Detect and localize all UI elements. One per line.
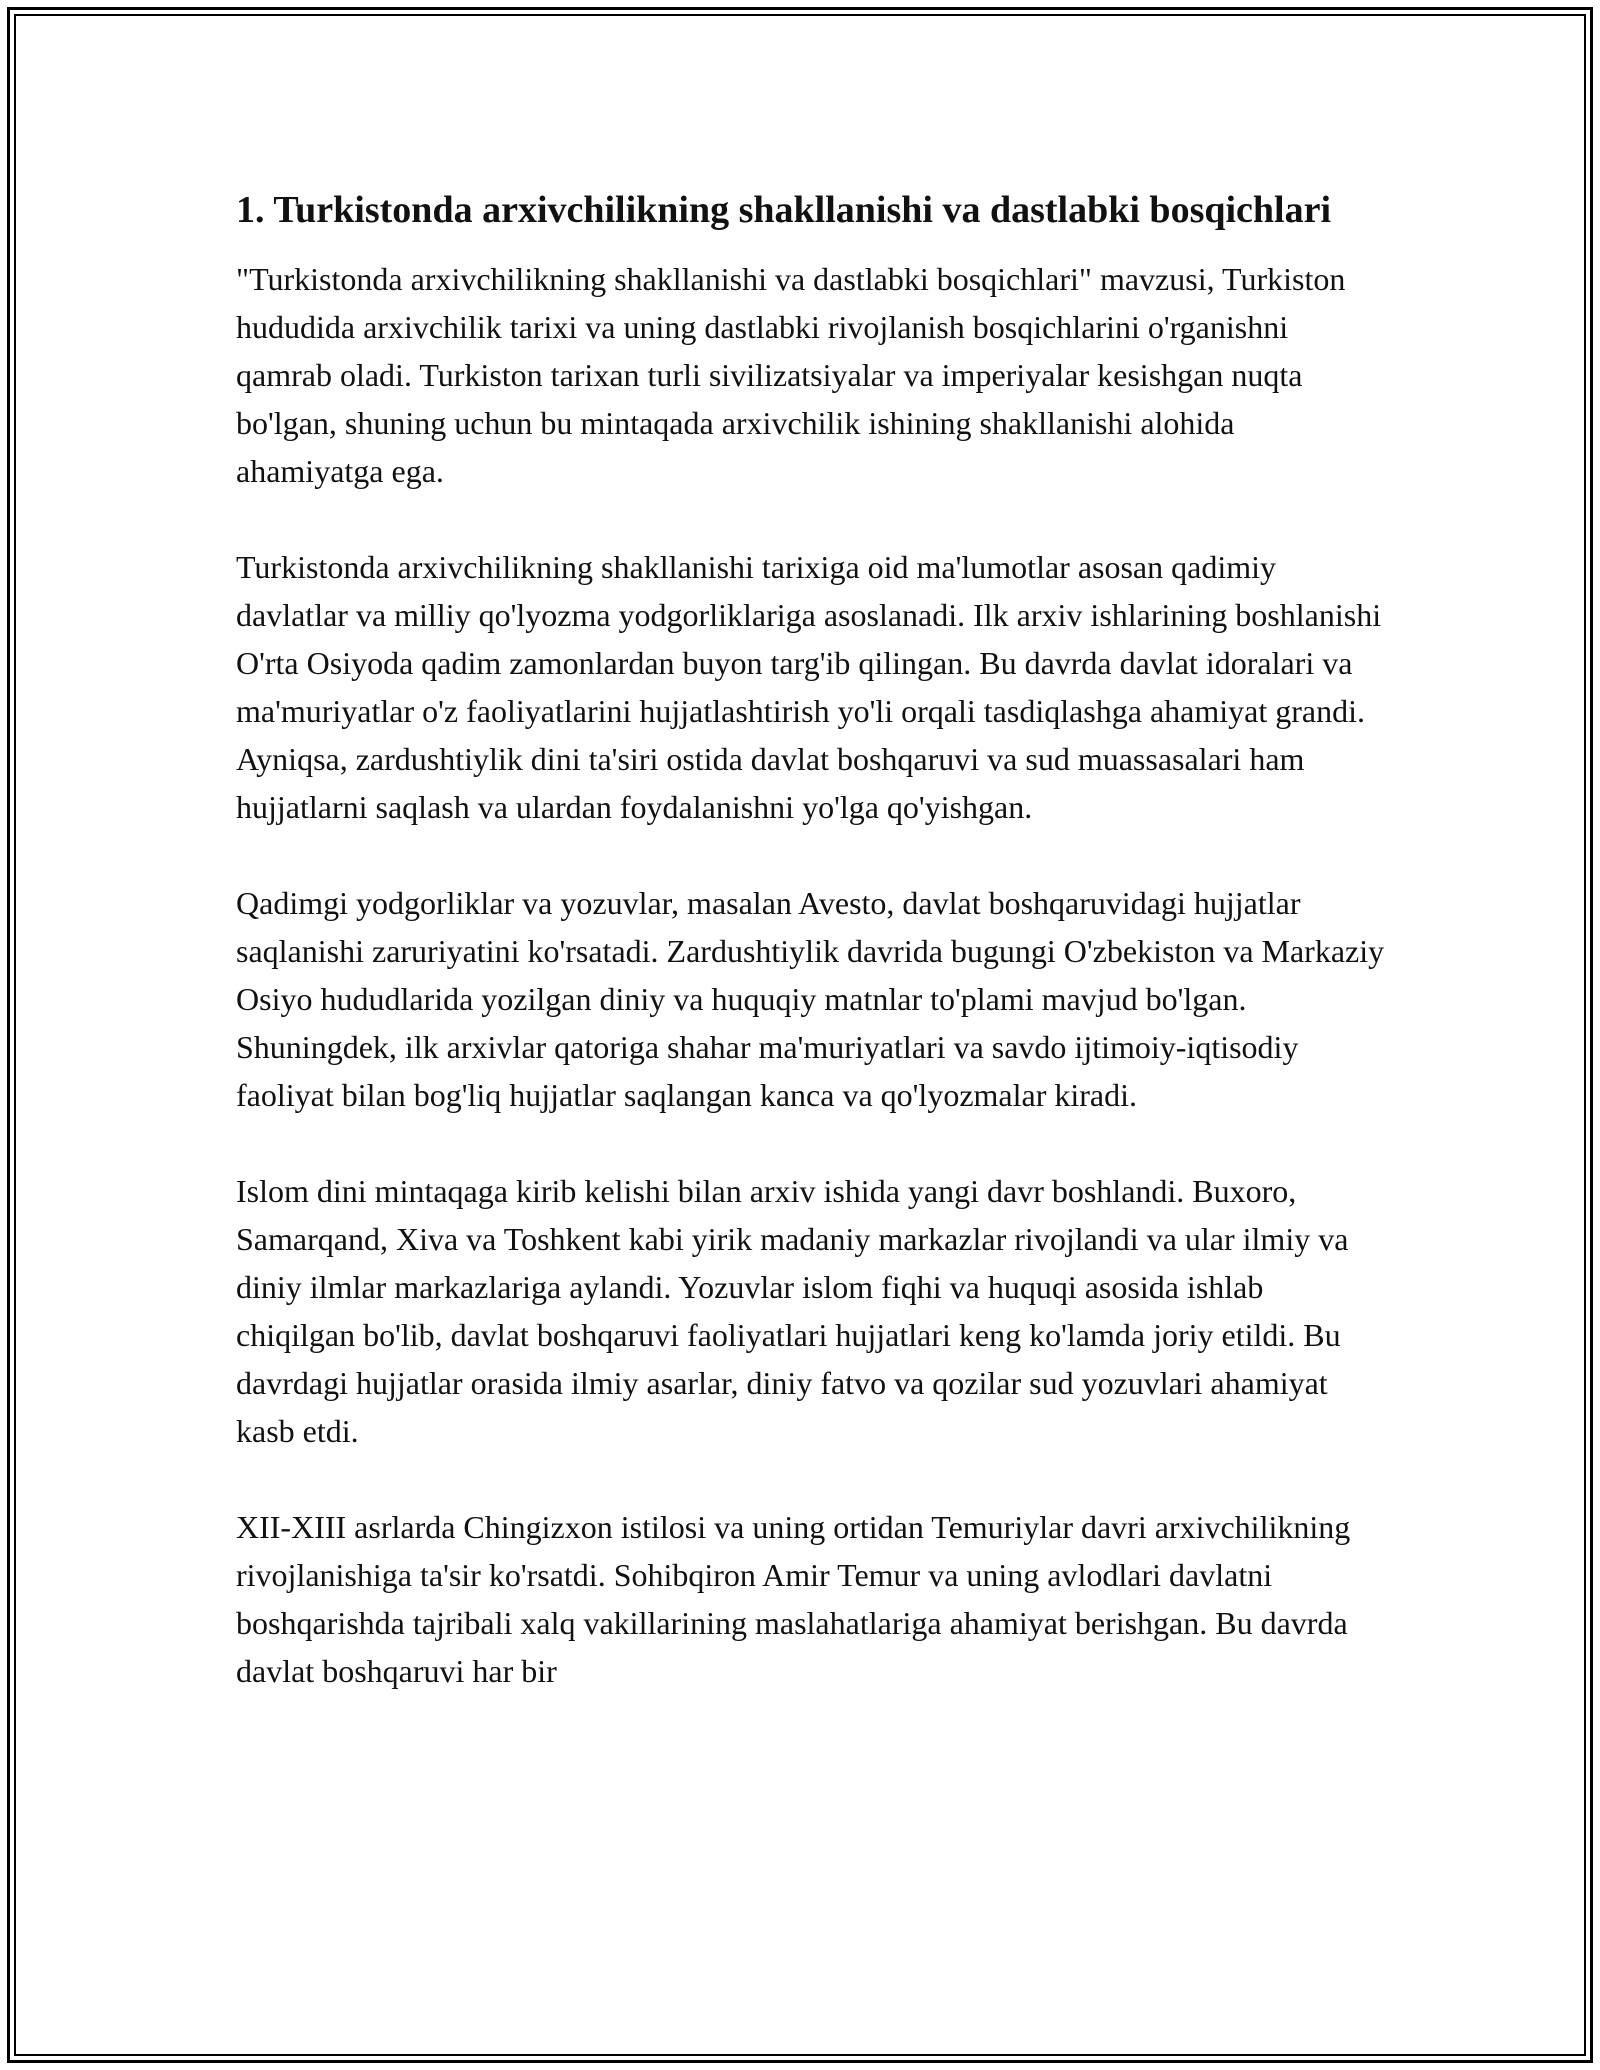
paragraph-2: Turkistonda arxivchilikning shakllanishi tarixiga oid ma'lumotlar asosan qadimiy davlatlar va milliy qo'lyozma yodgorliklariga asoslanadi. Ilk arxiv ishlarining boshlanishi O'rta Osiyoda qadim zamonlardan buyon targ'ib qilingan. Bu davrda davlat idoralari va ma'muriyatlar o'z faoliyatlarini hujjatlashtirish yo'li orqali tasdiqlashga ahamiyat grandi. Ayniqsa, zardushtiylik dini ta'siri ostida davlat boshqaruvi va sud muassasalari ham hujjatlarni saqlash va ulardan foydalanishni yo'lga qo'yishgan. xyxy=(236,549,1382,825)
document-body xyxy=(236,185,1386,1743)
paragraph-1: "Turkistonda arxivchilikning shakllanishi va dastlabki bosqichlari" mavzusi, Turkiston hududida arxivchilik tarixi va uning dastlabki rivojlanish bosqichlarini o'rganishni qamrab oladi. Turkiston tarixan turli sivilizatsiyalar va imperiyalar kesishgan nuqta bo'lgan, shuning uchun bu mintaqada arxivchilik ishining shakllanishi alohida ahamiyatga ega. xyxy=(236,261,1346,489)
paragraph-3: Qadimgi yodgorliklar va yozuvlar, masalan Avesto, davlat boshqaruvidagi hujjatlar saqlanishi zaruriyatini ko'rsatadi. Zardushtiylik davrida bugungi O'zbekiston va Markaziy Osiyo hududlarida yozilgan diniy va huquqiy matnlar to'plami mavjud bo'lgan. Shuningdek, ilk arxivlar qatoriga shahar ma'muriyatlari va savdo ijtimoiy-iqtisodiy faoliyat bilan bog'liq hujjatlar saqlangan kanca va qo'lyozmalar kiradi. xyxy=(236,885,1385,1113)
section-heading: 1. Turkistonda arxivchilikning shakllanishi va dastlabki bosqichlari xyxy=(236,189,1332,231)
paragraph-5: XII-XIII asrlarda Chingizxon istilosi va uning ortidan Temuriylar davri arxivchilikning rivojlanishiga ta'sir ko'rsatdi. Sohibqiron Amir Temur va uning avlodlari davlatni boshqarishda tajribali xalq vakillarining maslahatlariga ahamiyat berishgan. Bu davrda davlat boshqaruvi har bir xyxy=(236,1509,1351,1689)
paragraph-4: Islom dini mintaqaga kirib kelishi bilan arxiv ishida yangi davr boshlandi. Buxoro, Samarqand, Xiva va Toshkent kabi yirik madaniy markazlar rivojlandi va ular ilmiy va diniy ilmlar markazlariga aylandi. Yozuvlar islom fiqhi va huquqi asosida ishlab chiqilgan bo'lib, davlat boshqaruvi faoliyatlari hujjatlari keng ko'lamda joriy etildi. Bu davrdagi hujjatlar orasida ilmiy asarlar, diniy fatvo va qozilar sud yozuvlari ahamiyat kasb etdi. xyxy=(236,1173,1349,1449)
